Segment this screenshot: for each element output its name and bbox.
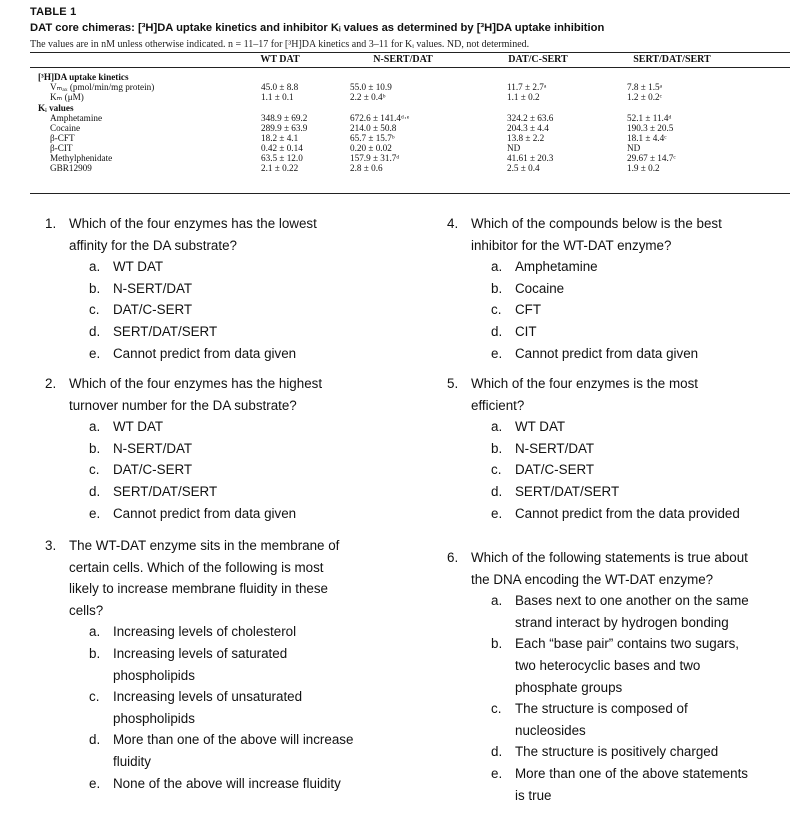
table-subtitle: The values are in nM unless otherwise indicated. n = 11–17 for [³H]DA kinetics and 3–11 for Kᵢ values. ND, not determined. bbox=[30, 39, 530, 50]
option-letter: b. bbox=[491, 440, 503, 456]
answer-option-e[interactable]: Cannot predict from data given bbox=[113, 505, 297, 521]
answer-option-d[interactable]: The structure is positively charged bbox=[515, 744, 719, 760]
option-letter: d. bbox=[89, 484, 101, 499]
question-number: 3. bbox=[45, 538, 57, 553]
answer-option-a[interactable]: Bases next to one another on the same bbox=[515, 593, 749, 609]
option-letter: d. bbox=[89, 324, 101, 339]
table-cell: 0.42 ± 0.14 bbox=[261, 143, 303, 153]
table-cell: 52.1 ± 11.4ᵈ bbox=[627, 113, 672, 123]
table-cell: 13.8 ± 2.2 bbox=[507, 133, 545, 143]
table-cell: 7.8 ± 1.5ᵃ bbox=[627, 82, 663, 92]
answer-option-b[interactable]: phospholipids bbox=[113, 667, 195, 683]
data-table bbox=[30, 70, 790, 190]
answer-option-d[interactable]: SERT/DAT/SERT bbox=[113, 324, 218, 339]
answer-option-d[interactable]: SERT/DAT/SERT bbox=[515, 484, 620, 499]
table-cell: 157.9 ± 31.7ᵈ bbox=[350, 153, 400, 163]
section-header-label: Kᵢ values bbox=[38, 103, 74, 113]
question-text: cells? bbox=[69, 602, 104, 618]
answer-option-c[interactable]: phospholipids bbox=[113, 710, 195, 726]
table-cell: ND bbox=[507, 143, 521, 153]
option-letter: b. bbox=[89, 440, 101, 456]
question-number: 4. bbox=[447, 216, 459, 231]
answer-option-d[interactable]: SERT/DAT/SERT bbox=[113, 484, 218, 499]
question-text: efficient? bbox=[471, 397, 525, 413]
section-header-label: [³H]DA uptake kinetics bbox=[38, 72, 129, 82]
option-letter: c. bbox=[491, 462, 502, 478]
row-label: Cocaine bbox=[50, 123, 81, 133]
option-letter: c. bbox=[89, 302, 100, 318]
table-cell: 11.7 ± 2.7ᵃ bbox=[507, 82, 547, 92]
option-letter: d. bbox=[89, 732, 101, 748]
option-letter: c. bbox=[89, 689, 100, 705]
table-row bbox=[30, 153, 790, 163]
table-cell: 1.1 ± 0.1 bbox=[261, 92, 294, 102]
table-cell: 1.2 ± 0.2ᶜ bbox=[627, 92, 662, 102]
column-header-n-sert-dat: N-SERT/DAT bbox=[373, 54, 433, 65]
answer-option-b[interactable]: N-SERT/DAT bbox=[113, 440, 193, 456]
column-header-sert-dat-sert: SERT/DAT/SERT bbox=[633, 54, 711, 65]
option-letter: e. bbox=[89, 505, 101, 521]
table-cell: 2.2 ± 0.4ᵇ bbox=[350, 92, 386, 102]
table-cell: 55.0 ± 10.9 bbox=[350, 82, 392, 92]
table-cell: 2.8 ± 0.6 bbox=[350, 163, 383, 173]
table-row bbox=[30, 143, 790, 153]
option-letter: c. bbox=[491, 701, 502, 717]
answer-option-a[interactable]: WT DAT bbox=[113, 259, 164, 275]
option-letter: a. bbox=[89, 259, 101, 275]
row-label: GBR12909 bbox=[50, 163, 92, 173]
table-row bbox=[30, 113, 790, 123]
question-number: 6. bbox=[447, 550, 459, 565]
table-cell: 29.67 ± 14.7ᶜ bbox=[627, 153, 676, 163]
table-cell: ND bbox=[627, 143, 641, 153]
table-cell: 18.2 ± 4.1 bbox=[261, 133, 299, 143]
table-header-rule bbox=[30, 67, 790, 68]
answer-option-b[interactable]: Each “base pair” contains two sugars, bbox=[515, 636, 740, 652]
answer-option-d[interactable]: fluidity bbox=[113, 754, 151, 769]
table-row bbox=[30, 92, 790, 102]
answer-option-e[interactable]: Cannot predict from data given bbox=[113, 345, 297, 361]
answer-option-a[interactable]: strand interact by hydrogen bonding bbox=[515, 614, 729, 630]
answer-option-b[interactable]: N-SERT/DAT bbox=[515, 440, 595, 456]
option-letter: b. bbox=[491, 280, 503, 296]
table-section-header bbox=[30, 103, 790, 113]
option-letter: e. bbox=[491, 505, 503, 521]
answer-option-a[interactable]: Increasing levels of cholesterol bbox=[113, 624, 297, 640]
question-text: Which of the compounds below is the best bbox=[471, 216, 722, 231]
table-row bbox=[30, 163, 790, 173]
option-letter: e. bbox=[89, 775, 101, 791]
answer-option-a[interactable]: WT DAT bbox=[515, 419, 566, 435]
answer-option-b[interactable]: two heterocyclic bases and two bbox=[515, 658, 701, 673]
table-row bbox=[30, 82, 790, 92]
row-label: Amphetamine bbox=[50, 113, 103, 123]
option-letter: d. bbox=[491, 324, 503, 339]
option-letter: b. bbox=[89, 646, 101, 661]
row-label: Vₘₐₓ (pmol/min/mg protein) bbox=[50, 82, 155, 92]
table-cell: 214.0 ± 50.8 bbox=[350, 123, 397, 133]
table-cell: 1.9 ± 0.2 bbox=[627, 163, 660, 173]
table-row bbox=[30, 133, 790, 143]
question-text: likely to increase membrane fluidity in these bbox=[69, 581, 329, 597]
option-letter: c. bbox=[491, 302, 502, 318]
answer-option-c[interactable]: DAT/C-SERT bbox=[113, 462, 193, 478]
column-header-wt-dat: WT DAT bbox=[260, 54, 300, 65]
row-label: Kₘ (μM) bbox=[50, 92, 84, 102]
table-cell: 2.1 ± 0.22 bbox=[261, 163, 299, 173]
option-letter: a. bbox=[491, 593, 503, 609]
option-letter: a. bbox=[491, 259, 503, 275]
column-header-dat-c-sert: DAT/C-SERT bbox=[508, 54, 568, 65]
table-cell: 204.3 ± 4.4 bbox=[507, 123, 549, 133]
answer-option-c[interactable]: DAT/C-SERT bbox=[515, 462, 595, 478]
table-cell: 2.5 ± 0.4 bbox=[507, 163, 540, 173]
table-cell: 1.1 ± 0.2 bbox=[507, 92, 540, 102]
option-letter: a. bbox=[491, 419, 503, 435]
row-label: β-CFT bbox=[50, 133, 75, 143]
table-cell: 190.3 ± 20.5 bbox=[627, 123, 674, 133]
answer-option-e[interactable]: More than one of the above statements bbox=[515, 766, 748, 781]
question-text: turnover number for the DA substrate? bbox=[69, 397, 297, 413]
table-top-rule bbox=[30, 52, 790, 53]
option-letter: d. bbox=[491, 484, 503, 499]
question-text: certain cells. Which of the following is most bbox=[69, 559, 324, 575]
answer-option-c[interactable]: The structure is composed of bbox=[515, 701, 688, 717]
answer-option-b[interactable]: Cocaine bbox=[515, 280, 565, 296]
row-label: Methylphenidate bbox=[50, 153, 113, 163]
question-text: Which of the four enzymes has the highest bbox=[69, 376, 323, 391]
option-letter: e. bbox=[491, 766, 503, 781]
answer-option-b[interactable]: N-SERT/DAT bbox=[113, 280, 193, 296]
question-text: Which of the following statements is true about bbox=[471, 550, 748, 565]
answer-option-c[interactable]: Increasing levels of unsaturated bbox=[113, 689, 303, 705]
question-text: Which of the four enzymes is the most bbox=[471, 376, 698, 391]
option-letter: a. bbox=[89, 624, 101, 640]
table-row bbox=[30, 123, 790, 133]
question-text: The WT-DAT enzyme sits in the membrane of bbox=[69, 538, 340, 553]
question-text: affinity for the DA substrate? bbox=[69, 237, 237, 253]
table-cell: 41.61 ± 20.3 bbox=[507, 153, 554, 163]
table-label: TABLE 1 bbox=[30, 6, 77, 18]
answer-option-a[interactable]: Amphetamine bbox=[515, 259, 598, 275]
option-letter: c. bbox=[89, 462, 100, 478]
answer-option-c[interactable]: CFT bbox=[515, 302, 542, 318]
answer-option-e[interactable]: Cannot predict from data given bbox=[515, 345, 699, 361]
question-number: 1. bbox=[45, 216, 57, 231]
answer-option-b[interactable]: phosphate groups bbox=[515, 679, 623, 695]
answer-option-a[interactable]: WT DAT bbox=[113, 419, 164, 435]
row-label: β-CIT bbox=[50, 143, 73, 153]
table-cell: 324.2 ± 63.6 bbox=[507, 113, 554, 123]
option-letter: e. bbox=[89, 345, 101, 361]
option-letter: d. bbox=[491, 744, 503, 760]
answer-option-c[interactable]: DAT/C-SERT bbox=[113, 302, 193, 318]
question-text: the DNA encoding the WT-DAT enzyme? bbox=[471, 571, 714, 587]
table-cell: 63.5 ± 12.0 bbox=[261, 153, 303, 163]
question-text: inhibitor for the WT-DAT enzyme? bbox=[471, 237, 672, 253]
table-cell: 18.1 ± 4.4ᶜ bbox=[627, 133, 667, 143]
table-cell: 672.6 ± 141.4ᵈ·ᵉ bbox=[350, 113, 410, 123]
table-cell: 289.9 ± 63.9 bbox=[261, 123, 308, 133]
question-text: Which of the four enzymes has the lowest bbox=[69, 216, 317, 231]
option-letter: e. bbox=[491, 345, 503, 361]
table-cell: 45.0 ± 8.8 bbox=[261, 82, 299, 92]
option-letter: b. bbox=[491, 636, 503, 652]
question-number: 5. bbox=[447, 376, 459, 391]
answer-option-e[interactable]: is true bbox=[515, 787, 552, 803]
table-title: DAT core chimeras: [³H]DA uptake kinetics and inhibitor Kᵢ values as determined by [³H]DA uptake inhibition bbox=[30, 22, 605, 34]
answer-option-b[interactable]: Increasing levels of saturated bbox=[113, 646, 288, 661]
table-cell: 65.7 ± 15.7ᵇ bbox=[350, 133, 395, 143]
option-letter: a. bbox=[89, 419, 101, 435]
table-cell: 348.9 ± 69.2 bbox=[261, 113, 308, 123]
option-letter: b. bbox=[89, 280, 101, 296]
question-number: 2. bbox=[45, 376, 57, 391]
answer-option-e[interactable]: Cannot predict from the data provided bbox=[515, 505, 740, 521]
answer-option-e[interactable]: None of the above will increase fluidity bbox=[113, 775, 341, 791]
table-section-header bbox=[30, 72, 790, 82]
table-bottom-rule bbox=[30, 193, 790, 194]
answer-option-d[interactable]: CIT bbox=[515, 324, 537, 339]
answer-option-c[interactable]: nucleosides bbox=[515, 722, 586, 738]
answer-option-d[interactable]: More than one of the above will increase bbox=[113, 732, 354, 748]
table-cell: 0.20 ± 0.02 bbox=[350, 143, 392, 153]
